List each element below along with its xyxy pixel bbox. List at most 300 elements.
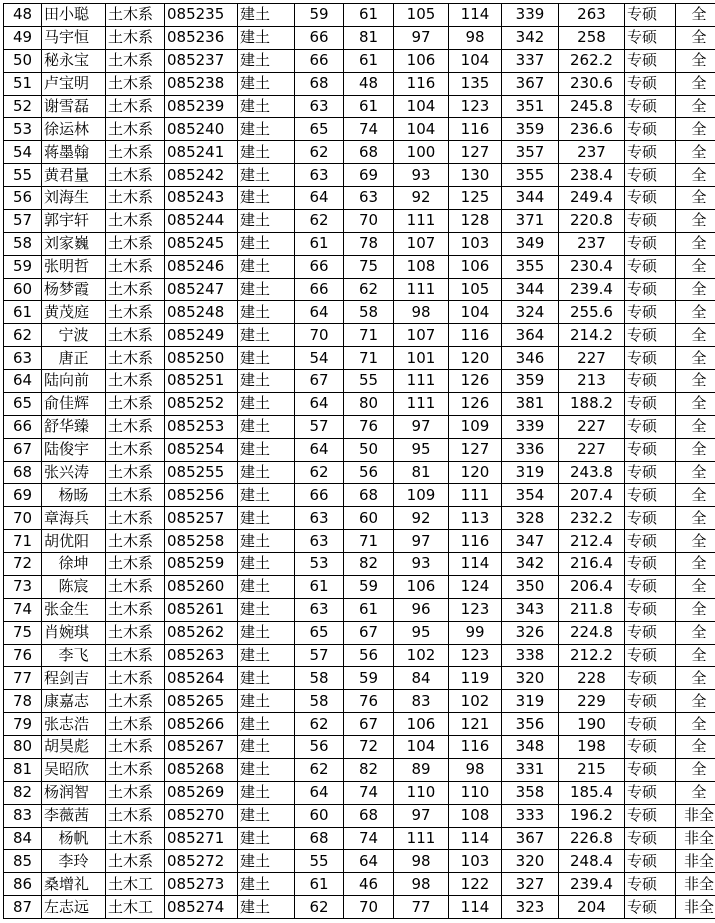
row-number-cell: 53: [4, 118, 42, 141]
study-mode-cell: 全: [676, 690, 715, 713]
name-cell: 胡优阳: [42, 530, 106, 553]
politics-score-cell: 65: [295, 621, 344, 644]
study-mode-cell: 全: [676, 758, 715, 781]
politics-score-cell: 62: [295, 461, 344, 484]
politics-score-cell: 63: [295, 530, 344, 553]
math-score-cell: 97: [394, 26, 449, 49]
professional-score-cell: 111: [449, 484, 502, 507]
rank-score-cell: 262.2: [559, 49, 625, 72]
english-score-cell: 46: [344, 873, 394, 896]
professional-score-cell: 119: [449, 667, 502, 690]
professional-score-cell: 123: [449, 95, 502, 118]
row-number-cell: 83: [4, 804, 42, 827]
major-cell: 建土: [238, 49, 295, 72]
professional-score-cell: 102: [449, 690, 502, 713]
total-score-cell: 320: [502, 850, 559, 873]
math-score-cell: 111: [394, 392, 449, 415]
rank-score-cell: 245.8: [559, 95, 625, 118]
name-cell: 张兴涛: [42, 461, 106, 484]
math-score-cell: 98: [394, 301, 449, 324]
row-number-cell: 63: [4, 347, 42, 370]
rank-score-cell: 207.4: [559, 484, 625, 507]
exam-id-cell: 085252: [165, 392, 238, 415]
total-score-cell: 347: [502, 530, 559, 553]
name-cell: 程剑吉: [42, 667, 106, 690]
major-cell: 建土: [238, 484, 295, 507]
study-mode-cell: 全: [676, 415, 715, 438]
total-score-cell: 326: [502, 621, 559, 644]
math-score-cell: 109: [394, 484, 449, 507]
department-cell: 土木系: [106, 95, 165, 118]
department-cell: 土木系: [106, 850, 165, 873]
row-number-cell: 82: [4, 781, 42, 804]
major-cell: 建土: [238, 209, 295, 232]
exam-id-cell: 085257: [165, 507, 238, 530]
table-row: [4, 278, 715, 301]
table-row: [4, 415, 715, 438]
name-cell: 李薇茜: [42, 804, 106, 827]
study-mode-cell: 全: [676, 781, 715, 804]
politics-score-cell: 68: [295, 827, 344, 850]
row-number-cell: 70: [4, 507, 42, 530]
name-cell: 田小聪: [42, 4, 106, 27]
math-score-cell: 111: [394, 370, 449, 393]
major-cell: 建土: [238, 507, 295, 530]
total-score-cell: 349: [502, 232, 559, 255]
degree-type-cell: 专硕: [625, 896, 676, 919]
department-cell: 土木系: [106, 621, 165, 644]
study-mode-cell: 全: [676, 26, 715, 49]
study-mode-cell: 全: [676, 484, 715, 507]
degree-type-cell: 专硕: [625, 209, 676, 232]
professional-score-cell: 123: [449, 598, 502, 621]
politics-score-cell: 57: [295, 415, 344, 438]
degree-type-cell: 专硕: [625, 49, 676, 72]
politics-score-cell: 62: [295, 141, 344, 164]
study-mode-cell: 全: [676, 507, 715, 530]
math-score-cell: 92: [394, 187, 449, 210]
english-score-cell: 60: [344, 507, 394, 530]
study-mode-cell: 全: [676, 530, 715, 553]
name-cell: 李玲: [42, 850, 106, 873]
department-cell: 土木系: [106, 461, 165, 484]
math-score-cell: 96: [394, 598, 449, 621]
exam-id-cell: 085247: [165, 278, 238, 301]
exam-id-cell: 085242: [165, 164, 238, 187]
english-score-cell: 71: [344, 324, 394, 347]
study-mode-cell: 全: [676, 713, 715, 736]
exam-id-cell: 085270: [165, 804, 238, 827]
rank-score-cell: 212.4: [559, 530, 625, 553]
english-score-cell: 68: [344, 141, 394, 164]
rank-score-cell: 213: [559, 370, 625, 393]
degree-type-cell: 专硕: [625, 438, 676, 461]
major-cell: 建土: [238, 187, 295, 210]
department-cell: 土木系: [106, 758, 165, 781]
rank-score-cell: 255.6: [559, 301, 625, 324]
major-cell: 建土: [238, 392, 295, 415]
politics-score-cell: 63: [295, 164, 344, 187]
table-row: [4, 26, 715, 49]
english-score-cell: 74: [344, 827, 394, 850]
study-mode-cell: 全: [676, 141, 715, 164]
politics-score-cell: 63: [295, 95, 344, 118]
total-score-cell: 327: [502, 873, 559, 896]
total-score-cell: 319: [502, 461, 559, 484]
politics-score-cell: 62: [295, 758, 344, 781]
study-mode-cell: 全: [676, 232, 715, 255]
row-number-cell: 65: [4, 392, 42, 415]
table-row: [4, 690, 715, 713]
rank-score-cell: 237: [559, 141, 625, 164]
name-cell: 康嘉志: [42, 690, 106, 713]
professional-score-cell: 126: [449, 370, 502, 393]
department-cell: 土木系: [106, 232, 165, 255]
degree-type-cell: 专硕: [625, 713, 676, 736]
exam-id-cell: 085253: [165, 415, 238, 438]
rank-score-cell: 227: [559, 415, 625, 438]
degree-type-cell: 专硕: [625, 690, 676, 713]
exam-id-cell: 085244: [165, 209, 238, 232]
exam-id-cell: 085272: [165, 850, 238, 873]
rank-score-cell: 224.8: [559, 621, 625, 644]
degree-type-cell: 专硕: [625, 530, 676, 553]
degree-type-cell: 专硕: [625, 461, 676, 484]
english-score-cell: 61: [344, 598, 394, 621]
name-cell: 张志浩: [42, 713, 106, 736]
politics-score-cell: 55: [295, 850, 344, 873]
degree-type-cell: 专硕: [625, 324, 676, 347]
table-row: [4, 95, 715, 118]
exam-id-cell: 085268: [165, 758, 238, 781]
english-score-cell: 61: [344, 49, 394, 72]
name-cell: 张明哲: [42, 255, 106, 278]
table-row: [4, 553, 715, 576]
table-row: [4, 713, 715, 736]
name-cell: 刘家巍: [42, 232, 106, 255]
name-cell: 杨旸: [42, 484, 106, 507]
professional-score-cell: 113: [449, 507, 502, 530]
row-number-cell: 79: [4, 713, 42, 736]
study-mode-cell: 全: [676, 644, 715, 667]
name-cell: 唐正: [42, 347, 106, 370]
politics-score-cell: 60: [295, 804, 344, 827]
row-number-cell: 73: [4, 575, 42, 598]
professional-score-cell: 120: [449, 461, 502, 484]
professional-score-cell: 125: [449, 187, 502, 210]
table-row: [4, 72, 715, 95]
name-cell: 肖婉琪: [42, 621, 106, 644]
degree-type-cell: 专硕: [625, 850, 676, 873]
name-cell: 俞佳辉: [42, 392, 106, 415]
math-score-cell: 104: [394, 95, 449, 118]
table-row: [4, 118, 715, 141]
politics-score-cell: 63: [295, 507, 344, 530]
table-row: [4, 347, 715, 370]
total-score-cell: 357: [502, 141, 559, 164]
table-row: [4, 873, 715, 896]
study-mode-cell: 全: [676, 209, 715, 232]
department-cell: 土木系: [106, 278, 165, 301]
table-row: [4, 621, 715, 644]
study-mode-cell: 非全: [676, 804, 715, 827]
row-number-cell: 75: [4, 621, 42, 644]
professional-score-cell: 98: [449, 758, 502, 781]
table-row: [4, 598, 715, 621]
total-score-cell: 319: [502, 690, 559, 713]
professional-score-cell: 127: [449, 141, 502, 164]
english-score-cell: 58: [344, 301, 394, 324]
row-number-cell: 56: [4, 187, 42, 210]
row-number-cell: 81: [4, 758, 42, 781]
politics-score-cell: 57: [295, 644, 344, 667]
name-cell: 舒华臻: [42, 415, 106, 438]
total-score-cell: 328: [502, 507, 559, 530]
total-score-cell: 355: [502, 164, 559, 187]
english-score-cell: 68: [344, 804, 394, 827]
politics-score-cell: 54: [295, 347, 344, 370]
math-score-cell: 101: [394, 347, 449, 370]
study-mode-cell: 全: [676, 347, 715, 370]
exam-id-cell: 085255: [165, 461, 238, 484]
professional-score-cell: 121: [449, 713, 502, 736]
row-number-cell: 54: [4, 141, 42, 164]
exam-id-cell: 085271: [165, 827, 238, 850]
department-cell: 土木系: [106, 598, 165, 621]
department-cell: 土木系: [106, 713, 165, 736]
rank-score-cell: 190: [559, 713, 625, 736]
total-score-cell: 367: [502, 827, 559, 850]
major-cell: 建土: [238, 118, 295, 141]
row-number-cell: 66: [4, 415, 42, 438]
professional-score-cell: 135: [449, 72, 502, 95]
degree-type-cell: 专硕: [625, 827, 676, 850]
degree-type-cell: 专硕: [625, 301, 676, 324]
major-cell: 建土: [238, 4, 295, 27]
table-row: [4, 461, 715, 484]
total-score-cell: 331: [502, 758, 559, 781]
exam-id-cell: 085238: [165, 72, 238, 95]
row-number-cell: 72: [4, 553, 42, 576]
professional-score-cell: 110: [449, 781, 502, 804]
study-mode-cell: 全: [676, 95, 715, 118]
row-number-cell: 49: [4, 26, 42, 49]
row-number-cell: 74: [4, 598, 42, 621]
department-cell: 土木系: [106, 667, 165, 690]
professional-score-cell: 122: [449, 873, 502, 896]
rank-score-cell: 249.4: [559, 187, 625, 210]
math-score-cell: 111: [394, 278, 449, 301]
study-mode-cell: 全: [676, 72, 715, 95]
professional-score-cell: 123: [449, 644, 502, 667]
study-mode-cell: 非全: [676, 850, 715, 873]
politics-score-cell: 68: [295, 72, 344, 95]
rank-score-cell: 228: [559, 667, 625, 690]
politics-score-cell: 66: [295, 255, 344, 278]
name-cell: 杨帆: [42, 827, 106, 850]
politics-score-cell: 63: [295, 598, 344, 621]
professional-score-cell: 114: [449, 4, 502, 27]
department-cell: 土木系: [106, 187, 165, 210]
name-cell: 杨润智: [42, 781, 106, 804]
math-score-cell: 97: [394, 804, 449, 827]
exam-id-cell: 085261: [165, 598, 238, 621]
name-cell: 卢宝明: [42, 72, 106, 95]
english-score-cell: 55: [344, 370, 394, 393]
math-score-cell: 104: [394, 736, 449, 759]
math-score-cell: 106: [394, 49, 449, 72]
row-number-cell: 85: [4, 850, 42, 873]
department-cell: 土木系: [106, 507, 165, 530]
department-cell: 土木系: [106, 347, 165, 370]
row-number-cell: 58: [4, 232, 42, 255]
rank-score-cell: 237: [559, 232, 625, 255]
major-cell: 建土: [238, 438, 295, 461]
rank-score-cell: 212.2: [559, 644, 625, 667]
study-mode-cell: 全: [676, 301, 715, 324]
rank-score-cell: 232.2: [559, 507, 625, 530]
total-score-cell: 354: [502, 484, 559, 507]
study-mode-cell: 全: [676, 255, 715, 278]
degree-type-cell: 专硕: [625, 278, 676, 301]
professional-score-cell: 104: [449, 49, 502, 72]
english-score-cell: 68: [344, 484, 394, 507]
total-score-cell: 371: [502, 209, 559, 232]
rank-score-cell: 226.8: [559, 827, 625, 850]
major-cell: 建土: [238, 736, 295, 759]
english-score-cell: 76: [344, 690, 394, 713]
study-mode-cell: 非全: [676, 873, 715, 896]
name-cell: 蒋墨翰: [42, 141, 106, 164]
major-cell: 建土: [238, 873, 295, 896]
english-score-cell: 50: [344, 438, 394, 461]
degree-type-cell: 专硕: [625, 72, 676, 95]
math-score-cell: 89: [394, 758, 449, 781]
name-cell: 陈宸: [42, 575, 106, 598]
department-cell: 土木系: [106, 324, 165, 347]
major-cell: 建土: [238, 301, 295, 324]
exam-id-cell: 085259: [165, 553, 238, 576]
rank-score-cell: 227: [559, 438, 625, 461]
total-score-cell: 344: [502, 278, 559, 301]
name-cell: 左志远: [42, 896, 106, 919]
department-cell: 土木系: [106, 827, 165, 850]
math-score-cell: 84: [394, 667, 449, 690]
major-cell: 建土: [238, 72, 295, 95]
degree-type-cell: 专硕: [625, 804, 676, 827]
study-mode-cell: 全: [676, 392, 715, 415]
major-cell: 建土: [238, 278, 295, 301]
major-cell: 建土: [238, 461, 295, 484]
english-score-cell: 63: [344, 187, 394, 210]
professional-score-cell: 106: [449, 255, 502, 278]
degree-type-cell: 专硕: [625, 507, 676, 530]
professional-score-cell: 109: [449, 415, 502, 438]
total-score-cell: 348: [502, 736, 559, 759]
english-score-cell: 67: [344, 713, 394, 736]
exam-id-cell: 085239: [165, 95, 238, 118]
exam-id-cell: 085254: [165, 438, 238, 461]
name-cell: 黄茂庭: [42, 301, 106, 324]
degree-type-cell: 专硕: [625, 141, 676, 164]
total-score-cell: 359: [502, 118, 559, 141]
row-number-cell: 71: [4, 530, 42, 553]
math-score-cell: 108: [394, 255, 449, 278]
department-cell: 土木工: [106, 873, 165, 896]
major-cell: 建土: [238, 758, 295, 781]
row-number-cell: 86: [4, 873, 42, 896]
rank-score-cell: 196.2: [559, 804, 625, 827]
english-score-cell: 70: [344, 896, 394, 919]
rank-score-cell: 188.2: [559, 392, 625, 415]
total-score-cell: 337: [502, 49, 559, 72]
math-score-cell: 98: [394, 873, 449, 896]
table-body: [4, 4, 715, 919]
major-cell: 建土: [238, 621, 295, 644]
degree-type-cell: 专硕: [625, 598, 676, 621]
exam-id-cell: 085256: [165, 484, 238, 507]
table-row: [4, 804, 715, 827]
name-cell: 宁波: [42, 324, 106, 347]
politics-score-cell: 61: [295, 873, 344, 896]
exam-id-cell: 085262: [165, 621, 238, 644]
exam-id-cell: 085266: [165, 713, 238, 736]
study-mode-cell: 全: [676, 278, 715, 301]
table-row: [4, 324, 715, 347]
table-row: [4, 758, 715, 781]
total-score-cell: 339: [502, 415, 559, 438]
degree-type-cell: 专硕: [625, 644, 676, 667]
professional-score-cell: 128: [449, 209, 502, 232]
english-score-cell: 67: [344, 621, 394, 644]
table-row: [4, 667, 715, 690]
major-cell: 建土: [238, 530, 295, 553]
study-mode-cell: 全: [676, 598, 715, 621]
department-cell: 土木系: [106, 644, 165, 667]
major-cell: 建土: [238, 415, 295, 438]
math-score-cell: 95: [394, 438, 449, 461]
table-row: [4, 301, 715, 324]
degree-type-cell: 专硕: [625, 347, 676, 370]
study-mode-cell: 全: [676, 736, 715, 759]
row-number-cell: 60: [4, 278, 42, 301]
name-cell: 黄君量: [42, 164, 106, 187]
degree-type-cell: 专硕: [625, 873, 676, 896]
professional-score-cell: 104: [449, 301, 502, 324]
total-score-cell: 350: [502, 575, 559, 598]
row-number-cell: 69: [4, 484, 42, 507]
table-row: [4, 370, 715, 393]
row-number-cell: 59: [4, 255, 42, 278]
row-number-cell: 68: [4, 461, 42, 484]
major-cell: 建土: [238, 95, 295, 118]
department-cell: 土木工: [106, 896, 165, 919]
math-score-cell: 93: [394, 164, 449, 187]
department-cell: 土木系: [106, 392, 165, 415]
name-cell: 徐坤: [42, 553, 106, 576]
major-cell: 建土: [238, 644, 295, 667]
major-cell: 建土: [238, 896, 295, 919]
exam-id-cell: 085269: [165, 781, 238, 804]
professional-score-cell: 105: [449, 278, 502, 301]
math-score-cell: 110: [394, 781, 449, 804]
degree-type-cell: 专硕: [625, 575, 676, 598]
math-score-cell: 93: [394, 553, 449, 576]
total-score-cell: 381: [502, 392, 559, 415]
degree-type-cell: 专硕: [625, 255, 676, 278]
rank-score-cell: 236.6: [559, 118, 625, 141]
degree-type-cell: 专硕: [625, 232, 676, 255]
